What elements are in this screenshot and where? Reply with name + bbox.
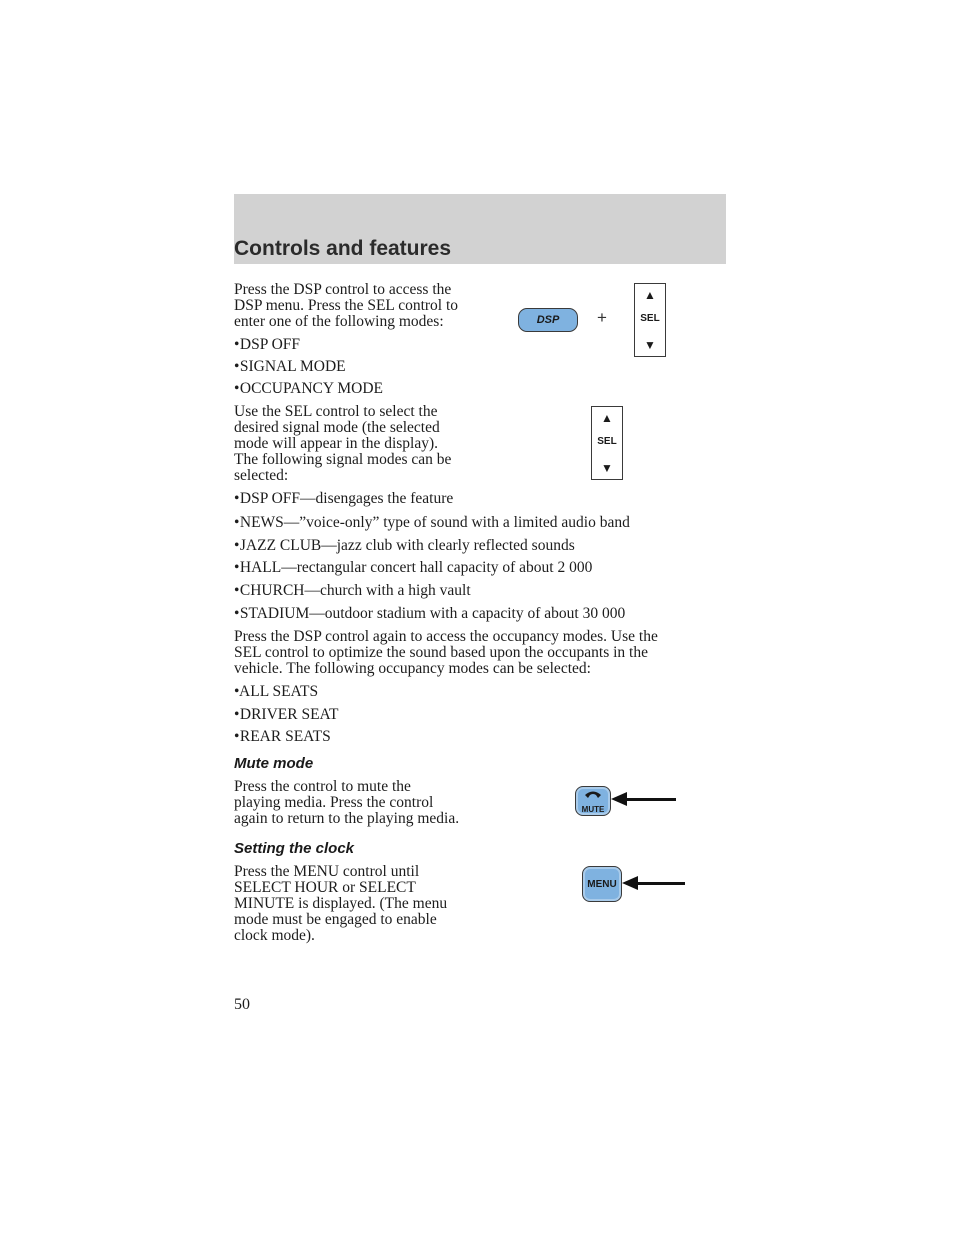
bullet-dot	[234, 582, 236, 600]
occupancy-intro-line-3: vehicle. The following occupancy modes can be selected:	[234, 660, 591, 677]
list-item	[234, 582, 471, 600]
list-item	[234, 336, 300, 354]
down-arrow-icon: ▼	[601, 461, 613, 475]
list-item	[234, 358, 346, 376]
plus-sign: +	[597, 308, 607, 327]
bullet-dot	[234, 514, 236, 532]
intro-line-1: Press the DSP control to access the	[234, 281, 452, 298]
list-item-text: NEWS—”voice-only” type of sound with a limited audio band	[239, 514, 630, 531]
list-item-text: STADIUM—outdoor stadium with a capacity of about 30 000	[239, 605, 626, 622]
list-item-text: ALL SEATS	[239, 683, 319, 700]
list-item	[234, 537, 575, 555]
list-item-text: JAZZ CLUB—jazz club with clearly reflected sounds	[239, 537, 575, 554]
bullet-dot	[234, 336, 236, 354]
sel-button-illustration-2	[591, 406, 623, 480]
occupancy-intro-line-1: Press the DSP control again to access the occupancy modes. Use the	[234, 628, 658, 645]
bullet-dot	[234, 605, 236, 623]
clock-line-1: Press the MENU control until	[234, 863, 420, 880]
bullet-dot	[234, 728, 236, 746]
menu-label: MENU	[587, 878, 617, 890]
down-arrow-icon: ▼	[644, 338, 656, 352]
mute-heading: Mute mode	[234, 755, 314, 772]
page-title: Controls and features	[234, 237, 452, 260]
list-item-text: SIGNAL MODE	[239, 358, 346, 375]
pointer-line	[636, 882, 685, 885]
list-item-text: CHURCH—church with a high vault	[239, 582, 471, 599]
list-item-text: DSP OFF	[239, 336, 301, 353]
signal-intro-line-4: The following signal modes can be	[234, 451, 452, 468]
pointer-line	[625, 798, 676, 801]
occupancy-intro-line-2: SEL control to optimize the sound based upon the occupants in the	[234, 644, 648, 661]
clock-line-3: MINUTE is displayed. (The menu	[234, 895, 448, 912]
dsp-button-illustration: DSP	[518, 308, 578, 332]
list-item-text: OCCUPANCY MODE	[239, 380, 383, 397]
bullet-dot	[234, 683, 236, 701]
mute-line-1: Press the control to mute the	[234, 778, 411, 795]
bullet-dot	[234, 706, 236, 724]
page-number: 50	[234, 996, 250, 1013]
list-item	[234, 605, 625, 623]
bullet-dot	[234, 380, 236, 398]
sel-button-illustration	[634, 283, 666, 357]
bullet-dot	[234, 559, 236, 577]
clock-line-5: clock mode).	[234, 927, 315, 944]
menu-button-illustration	[582, 866, 622, 902]
list-item	[234, 490, 453, 508]
list-item-text: HALL—rectangular concert hall capacity of about 2 000	[239, 559, 593, 576]
list-item-text: REAR SEATS	[239, 728, 331, 745]
list-item	[234, 514, 630, 532]
signal-intro-line-5: selected:	[234, 467, 289, 484]
mute-button-illustration	[575, 786, 611, 816]
clock-heading: Setting the clock	[234, 840, 355, 857]
phone-icon	[584, 790, 602, 800]
list-item	[234, 559, 592, 577]
signal-intro-line-3: mode will appear in the display).	[234, 435, 439, 452]
sel-label: SEL	[640, 313, 660, 324]
mute-line-2: playing media. Press the control	[234, 794, 434, 811]
signal-intro-line-2: desired signal mode (the selected	[234, 419, 440, 436]
mute-line-3: again to return to the playing media.	[234, 810, 460, 827]
bullet-dot	[234, 358, 236, 376]
signal-intro-line-1: Use the SEL control to select the	[234, 403, 438, 420]
mute-label: MUTE	[581, 805, 605, 814]
bullet-dot	[234, 537, 236, 555]
list-item	[234, 683, 318, 701]
clock-line-2: SELECT HOUR or SELECT	[234, 879, 416, 896]
list-item	[234, 706, 338, 724]
list-item-text: DSP OFF—disengages the feature	[239, 490, 454, 507]
list-item-text: DRIVER SEAT	[239, 706, 339, 723]
bullet-dot	[234, 490, 236, 508]
up-arrow-icon: ▲	[601, 411, 613, 425]
clock-line-4: mode must be engaged to enable	[234, 911, 437, 928]
list-item	[234, 728, 331, 746]
up-arrow-icon: ▲	[644, 288, 656, 302]
intro-line-2: DSP menu. Press the SEL control to	[234, 297, 459, 314]
intro-line-3: enter one of the following modes:	[234, 313, 444, 330]
list-item	[234, 380, 383, 398]
sel-label: SEL	[597, 436, 617, 447]
